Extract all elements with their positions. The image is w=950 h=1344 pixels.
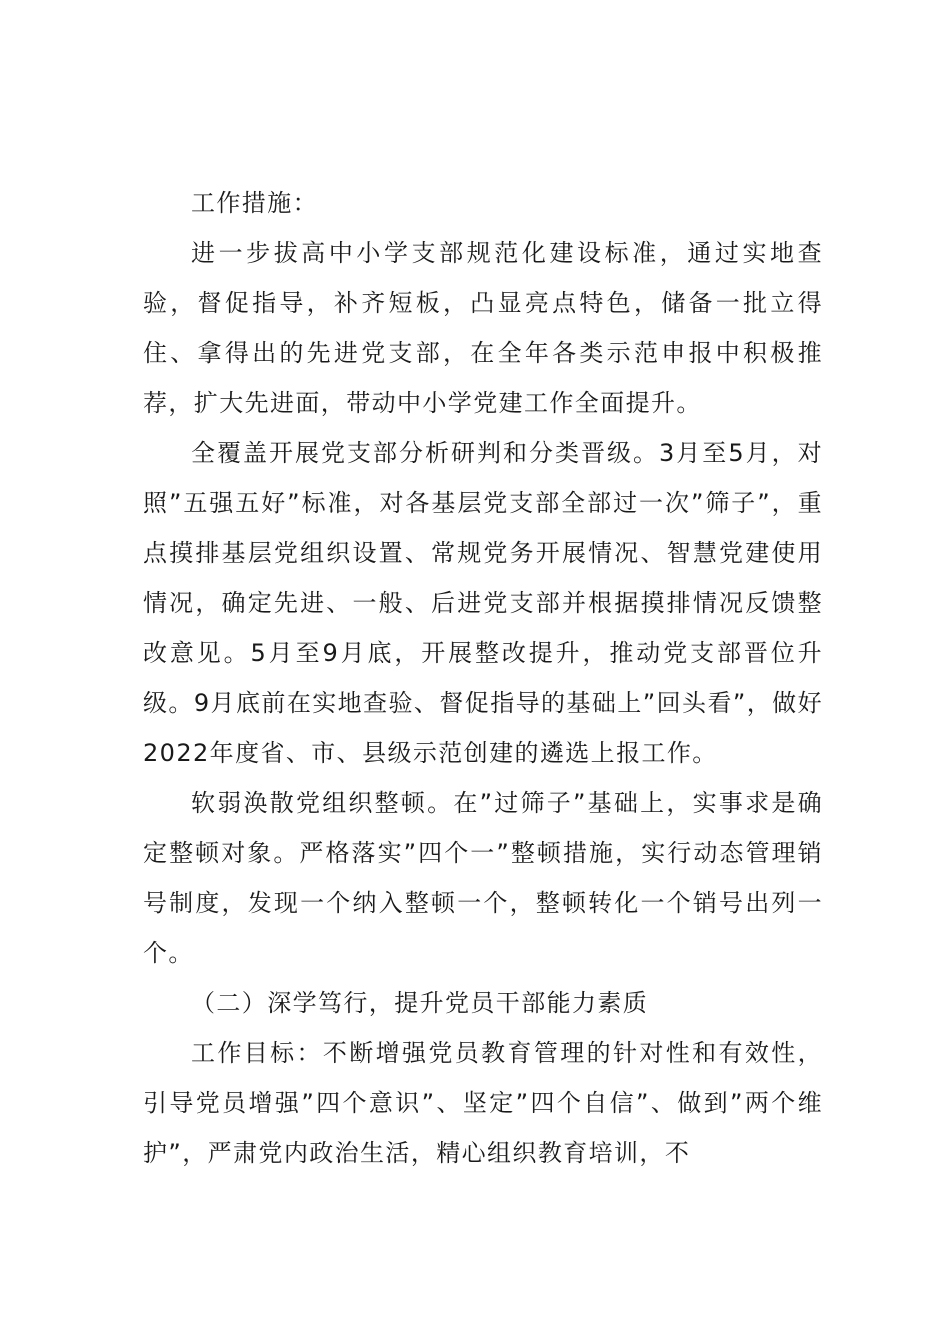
paragraph-work-measures-heading: 工作措施： — [191, 189, 318, 217]
paragraph-branch-standardization: 进一步拔高中小学支部规范化建设标准，通过实地查验，督促指导，补齐短板，凸显亮点特色，储备一批立得住、拿得出的先进党支部，在全年各类示范申报中积极推荐，扩大先进面，带动中小学党建工作全面提升。 — [143, 239, 823, 417]
paragraph-weak-organization-rectification: 软弱涣散党组织整顿。在”过筛子”基础上，实事求是确定整顿对象。严格落实”四个一”整顿措施，实行动态管理销号制度，发现一个纳入整顿一个，整顿转化一个销号出列一个。 — [143, 789, 823, 967]
document-body — [143, 178, 823, 1178]
paragraph-branch-analysis-grading: 全覆盖开展党支部分析研判和分类晋级。3月至5月，对照”五强五好”标准，对各基层党支部全部过一次”筛子”，重点摸排基层党组织设置、常规党务开展情况、智慧党建使用情况，确定先进、一般、后进党支部并根据摸排情况反馈整改意见。5月至9月底，开展整改提升，推动党支部晋位升级。9月底前在实地查验、督促指导的基础上”回头看”，做好2022年度省、市、县级示范创建的遴选上报工作。 — [143, 439, 823, 767]
paragraph-work-objectives: 工作目标：不断增强党员教育管理的针对性和有效性，引导党员增强”四个意识”、坚定”四个自信”、做到”两个维护”，严肃党内政治生活，精心组织教育培训，不 — [143, 1039, 823, 1167]
section-heading-deep-learning: （二）深学笃行，提升党员干部能力素质 — [191, 989, 649, 1017]
